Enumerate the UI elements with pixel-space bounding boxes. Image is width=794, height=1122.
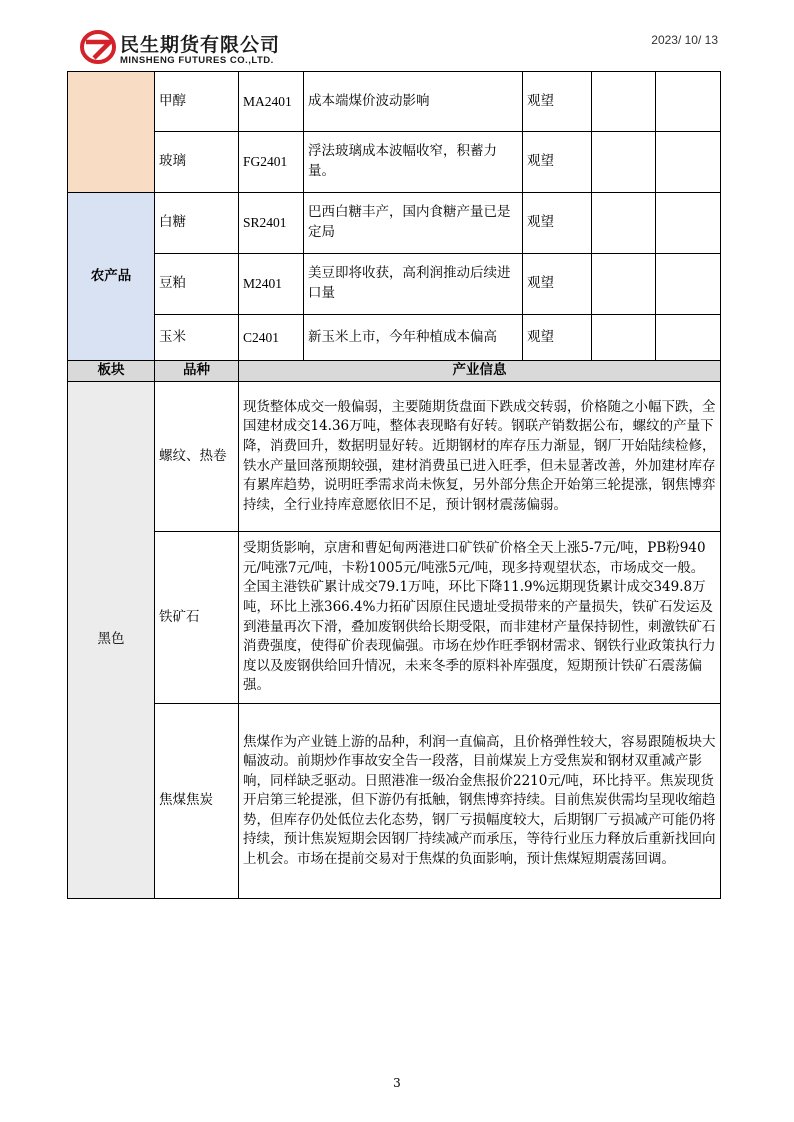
product-name: 铁矿石 — [155, 532, 239, 704]
empty-cell — [592, 193, 656, 254]
table-row — [68, 315, 721, 361]
contract-code: C2401 — [239, 315, 304, 361]
empty-cell — [592, 72, 656, 132]
report-date: 2023/ 10/ 13 — [651, 33, 718, 47]
product-name: 甲醇 — [155, 72, 239, 132]
header-industry-info: 产业信息 — [239, 361, 721, 382]
page-number: 3 — [393, 1076, 401, 1090]
view-text: 观望 — [523, 72, 592, 132]
empty-cell — [656, 315, 721, 361]
product-name: 玉米 — [155, 315, 239, 361]
empty-cell — [592, 315, 656, 361]
empty-cell — [592, 132, 656, 193]
company-logo — [80, 26, 320, 70]
company-name-en: MINSHENG FUTURES CO.,LTD. — [120, 55, 274, 66]
report-table — [67, 71, 721, 899]
contract-code: M2401 — [239, 254, 304, 315]
company-name-cn: 民生期货有限公司 — [120, 34, 281, 56]
table-row — [68, 193, 721, 254]
sector-label-black: 黑色 — [68, 382, 155, 899]
reason-text: 美豆即将收获，高利润推动后续进口量 — [304, 254, 523, 315]
empty-cell — [656, 254, 721, 315]
contract-code: SR2401 — [239, 193, 304, 254]
sector-cell-chemical — [68, 72, 155, 193]
table-row — [68, 382, 721, 532]
reason-text: 新玉米上市，今年种植成本偏高 — [304, 315, 523, 361]
header-product: 品种 — [155, 361, 239, 382]
empty-cell — [656, 132, 721, 193]
view-text: 观望 — [523, 193, 592, 254]
reason-text: 成本端煤价波动影响 — [304, 72, 523, 132]
view-text: 观望 — [523, 254, 592, 315]
view-text: 观望 — [523, 132, 592, 193]
table-row — [68, 532, 721, 704]
table-row — [68, 132, 721, 193]
industry-info-text: 焦煤作为产业链上游的品种，利润一直偏高，且价格弹性较大，容易跟随板块大幅波动。前期炒作事故安全告一段落，目前煤炭上方受焦炭和钢材双重减产影响，同样缺乏驱动。日照港准一级冶金焦报价2210元/吨，环比持平。焦炭现货开启第三轮提涨，但下游仍有抵触，钢焦博弈持续。目前焦炭供需均呈现收缩趋势，但库存仍处低位去化态势，钢厂亏损幅度较大，后期钢厂亏损减产可能仍将持续，预计焦炭短期会因钢厂持续减产而承压，等待行业压力释放后重新找回向上机会。市场在提前交易对于焦煤的负面影响，预计焦煤短期震荡回调。 — [239, 704, 721, 899]
product-name: 玻璃 — [155, 132, 239, 193]
table-row — [68, 704, 721, 899]
contract-code: FG2401 — [239, 132, 304, 193]
industry-info-text: 现货整体成交一般偏弱，主要随期货盘面下跌成交转弱，价格随之小幅下跌，全国建材成交14.36万吨，整体表现略有好转。钢联产销数据公布，螺纹的产量下降，消费回升，数据明显好转。近期钢材的库存压力渐显，钢厂开始陆续检修，铁水产量回落预期较强，建材消费虽已进入旺季，但未显著改善，外加建材库存有累库趋势，说明旺季需求尚未恢复，另外部分焦企开始第三轮提涨，钢焦博弈持续，全行业持库意愿依旧不足，预计钢材震荡偏弱。 — [239, 382, 721, 532]
page-header — [0, 0, 794, 72]
reason-text: 巴西白糖丰产，国内食糖产量已是定局 — [304, 193, 523, 254]
reason-text: 浮法玻璃成本波幅收窄，积蓄力量。 — [304, 132, 523, 193]
product-name: 白糖 — [155, 193, 239, 254]
industry-info-text: 受期货影响，京唐和曹妃甸两港进口矿铁矿价格全天上涨5-7元/吨，PB粉940元/吨涨7元/吨，卡粉1005元/吨涨5元/吨，现多持观望状态，市场成交一般。全国主港铁矿累计成交79.1万吨，环比下降11.9%远期现货累计成交349.8万吨，环比上涨366.4%力拓矿因原住民遗址受损带来的产量损失，铁矿石发运及到港量再次下滑，叠加废钢供给长期受限，而非建材产量保持韧性，刺激铁矿石消费强度，使得矿价表现偏强。市场在炒作旺季钢材需求、钢铁行业政策执行力度以及废钢供给回升情况，未来冬季的原料补库强度，短期预计铁矿石震荡偏强。 — [239, 532, 721, 704]
product-name: 豆粕 — [155, 254, 239, 315]
contract-code: MA2401 — [239, 72, 304, 132]
view-text: 观望 — [523, 315, 592, 361]
empty-cell — [656, 193, 721, 254]
table-header-row — [68, 361, 721, 382]
product-name: 焦煤焦炭 — [155, 704, 239, 899]
empty-cell — [592, 254, 656, 315]
table-row — [68, 254, 721, 315]
product-name: 螺纹、热卷 — [155, 382, 239, 532]
minsheng-logo-icon — [80, 30, 116, 64]
empty-cell — [656, 72, 721, 132]
header-sector: 板块 — [68, 361, 155, 382]
table-row — [68, 72, 721, 132]
sector-label-agri: 农产品 — [68, 193, 155, 361]
